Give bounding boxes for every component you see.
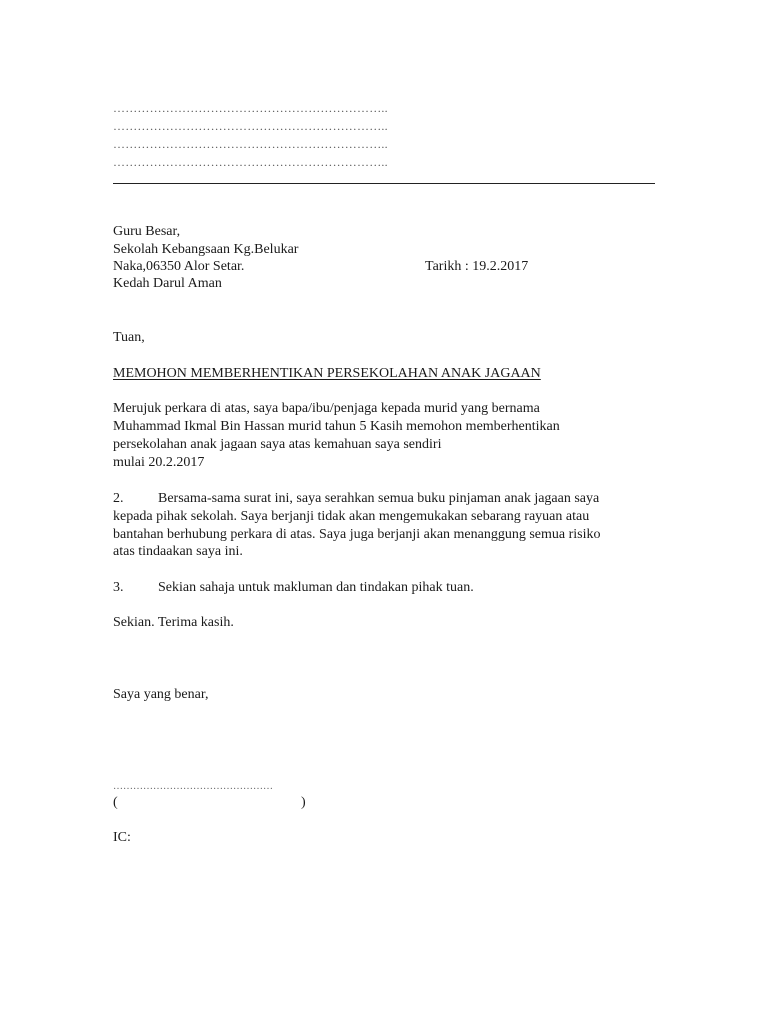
recipient-line-3: Naka,06350 Alor Setar. (113, 259, 245, 274)
para2-line-1 (113, 490, 599, 507)
closing-text: Sekian. Terima kasih. (113, 615, 234, 630)
para1-line-2: Muhammad Ikmal Bin Hassan murid tahun 5 Kasih memohon memberhentikan (113, 419, 560, 434)
para2-line-2: kepada pihak sekolah. Saya berjanji tidak akan mengemukakan sebarang rayuan atau (113, 509, 590, 524)
para1-line-1: Merujuk perkara di atas, saya bapa/ibu/penjaga kepada murid yang bernama (113, 401, 540, 416)
signoff-text: Saya yang benar, (113, 687, 209, 702)
para2-line-3: bantahan berhubung perkara di atas. Saya juga berjanji akan menanggung semua risiko (113, 527, 601, 542)
recipient-line-4: Kedah Darul Aman (113, 276, 222, 291)
recipient-line-1: Guru Besar, (113, 224, 181, 239)
signature-open-paren: ( (113, 795, 118, 810)
para2-text-1: Bersama-sama surat ini, saya serahkan semua buku pinjaman anak jagaan saya (158, 491, 600, 506)
para3-line (113, 579, 474, 596)
para3-text: Sekian sahaja untuk makluman dan tindakan pihak tuan. (158, 580, 474, 595)
salutation: Tuan, (113, 330, 145, 345)
letterhead-dotted-line-1: ………………………………………………………….. (113, 101, 388, 115)
subject-heading: MEMOHON MEMBERHENTIKAN PERSEKOLAHAN ANAK JAGAAN (113, 366, 541, 381)
para2-line-4: atas tindaakan saya ini. (113, 544, 243, 559)
para3-number: 3. (113, 580, 124, 595)
letterhead-divider (113, 183, 655, 184)
letterhead-dotted-line-2: ………………………………………………………….. (113, 119, 388, 133)
para1-line-4: mulai 20.2.2017 (113, 455, 205, 470)
letterhead-dotted-line-4: ………………………………………………………….. (113, 155, 388, 169)
ic-label: IC: (113, 830, 131, 845)
signature-close-paren: ) (301, 795, 306, 810)
para2-number: 2. (113, 491, 124, 506)
letterhead-dotted-line-3: ………………………………………………………….. (113, 137, 388, 151)
signature-dotted-line: ………………………………………… (113, 781, 273, 792)
date-label: Tarikh : 19.2.2017 (425, 259, 529, 274)
recipient-line-2: Sekolah Kebangsaan Kg.Belukar (113, 242, 299, 257)
para1-line-3: persekolahan anak jagaan saya atas kemahuan saya sendiri (113, 437, 442, 452)
